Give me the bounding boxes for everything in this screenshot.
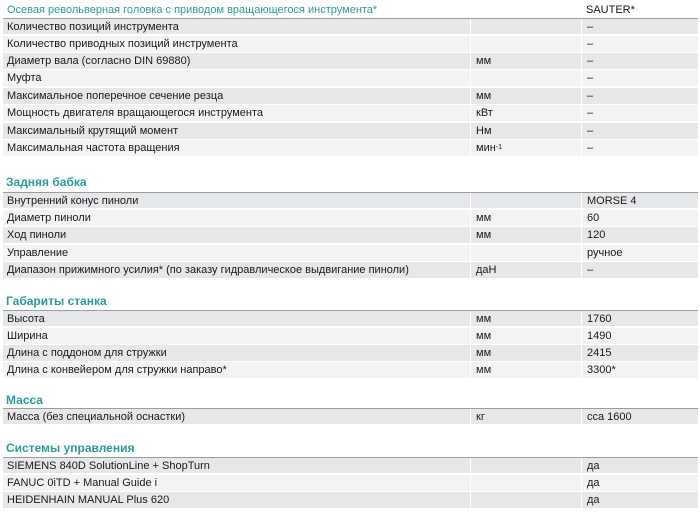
table-row: [3, 105, 698, 122]
row-value: 2415: [581, 345, 698, 361]
table-row: [3, 210, 698, 227]
row-value: –: [581, 88, 698, 104]
row-value: –: [581, 53, 698, 69]
row-value: да: [581, 475, 698, 491]
table-row: [3, 53, 698, 70]
row-label: Диаметр пиноли: [7, 212, 91, 224]
row-unit: [470, 70, 581, 86]
table-row: [3, 18, 698, 35]
row-value: MORSE 4: [581, 193, 698, 208]
table-row: [3, 362, 698, 379]
row-label: Максимальный крутящий момент: [7, 125, 179, 137]
row-label: Длина с конвейером для стружки направо*: [7, 364, 227, 376]
row-label: Масса (без специальной оснастки): [7, 410, 186, 423]
row-value: –: [581, 140, 698, 156]
row-unit: мм: [470, 227, 581, 243]
table-row: [3, 492, 698, 509]
section-header-turret: [3, 3, 698, 17]
row-value: 3300*: [581, 362, 698, 378]
brand-label: SAUTER*: [586, 4, 635, 16]
row-unit: мм: [470, 345, 581, 361]
row-label: Внутренний конус пиноли: [7, 194, 139, 207]
table-row: [3, 70, 698, 87]
row-unit: кВт: [470, 105, 581, 121]
row-unit: мм: [470, 311, 581, 326]
row-value: 1760: [581, 311, 698, 326]
row-value: –: [581, 105, 698, 121]
row-value: –: [581, 262, 698, 278]
row-unit: Нм: [470, 123, 581, 139]
row-value: да: [581, 458, 698, 473]
section-title: Осевая револьверная головка с приводом вращающегося инструмента*: [7, 4, 378, 16]
row-value: ручное: [581, 245, 698, 261]
table-row: [3, 262, 698, 279]
row-unit: мм: [470, 210, 581, 226]
table-row: [3, 245, 698, 262]
row-value: 1490: [581, 328, 698, 344]
row-unit: мин -1: [470, 140, 581, 156]
table-row: [3, 123, 698, 140]
section-title-control-systems: Системы управления: [6, 441, 135, 455]
row-unit: [470, 193, 581, 208]
table-row: [3, 408, 698, 425]
row-unit: даН: [470, 262, 581, 278]
row-label: Муфта: [7, 72, 42, 84]
row-label: Высота: [7, 312, 45, 325]
row-label: Количество позиций инструмента: [7, 20, 179, 33]
row-unit: мм: [470, 328, 581, 344]
table-row: [3, 475, 698, 492]
row-unit: [470, 475, 581, 491]
row-unit: мм: [470, 53, 581, 69]
row-label: Количество приводных позиций инструмента: [7, 38, 238, 50]
row-label: HEIDENHAIN MANUAL Plus 620: [7, 494, 170, 506]
row-unit: мм: [470, 88, 581, 104]
table-row: [3, 36, 698, 53]
section-title-mass: Масса: [6, 393, 43, 407]
table-row: [3, 88, 698, 105]
row-label: Диапазон прижимного усилия* (по заказу гидравлическое выдвигание пиноли): [7, 264, 409, 276]
row-value: да: [581, 492, 698, 508]
row-unit: [470, 492, 581, 508]
row-label: Ход пиноли: [7, 229, 67, 241]
section-title-dimensions: Габариты станка: [6, 294, 107, 308]
row-label: Мощность двигателя вращающегося инструмента: [7, 107, 263, 119]
row-value: –: [581, 123, 698, 139]
row-label: Длина с поддоном для стружки: [7, 347, 167, 359]
row-label: FANUC 0iTD + Manual Guide i: [7, 477, 158, 489]
row-value: –: [581, 70, 698, 86]
table-row: [3, 328, 698, 345]
table-row: [3, 310, 698, 327]
row-label: Максимальная частота вращения: [7, 142, 180, 154]
row-unit: кг: [470, 409, 581, 424]
row-label: Диаметр вала (согласно DIN 69880): [7, 55, 191, 67]
row-value: –: [581, 19, 698, 34]
row-label: SIEMENS 840D SolutionLine + ShopTurn: [7, 459, 210, 472]
table-row: [3, 140, 698, 157]
row-unit: [470, 19, 581, 34]
row-value: cca 1600: [581, 409, 698, 424]
row-label: Ширина: [7, 330, 48, 342]
row-unit: [470, 458, 581, 473]
table-row: [3, 457, 698, 474]
table-row: [3, 227, 698, 244]
row-label: Максимальное поперечное сечение резца: [7, 90, 224, 102]
table-row: [3, 345, 698, 362]
row-unit: мм: [470, 362, 581, 378]
row-value: –: [581, 36, 698, 52]
section-title-tailstock: Задняя бабка: [6, 175, 87, 189]
table-row: [3, 192, 698, 209]
row-unit: [470, 245, 581, 261]
row-label: Управление: [7, 247, 69, 259]
unit-text: мин: [476, 142, 496, 154]
row-unit: [470, 36, 581, 52]
row-value: 120: [581, 227, 698, 243]
row-value: 60: [581, 210, 698, 226]
